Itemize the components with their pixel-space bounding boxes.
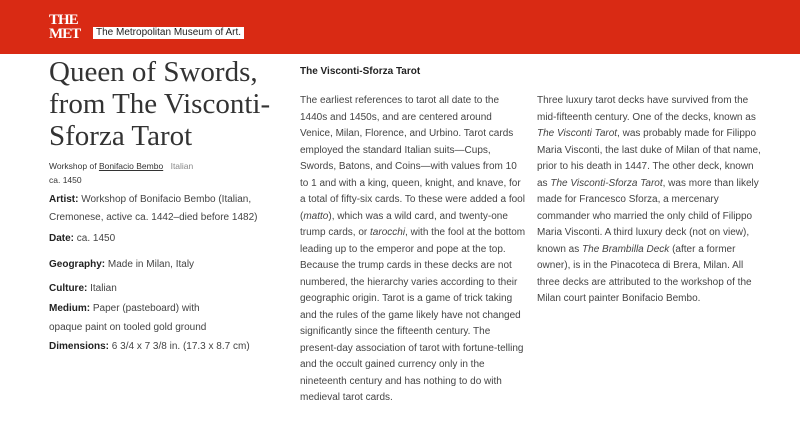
essay-text: , was probably made for Filippo Maria Visconti, the last duke of Milan of that name, prior to his death in 1447. The other deck, known as <box>537 128 761 189</box>
artist-value: Workshop of Bonifacio Bembo (Italian, <box>81 194 252 205</box>
artist-label: Artist: <box>49 194 79 205</box>
essay-italic: The Visconti-Sforza Tarot <box>550 177 663 189</box>
essay-italic: The Visconti Tarot <box>537 128 618 139</box>
artwork-attribution <box>49 160 193 172</box>
geography-value: Made in Milan, Italy <box>107 259 195 270</box>
essay-column-1 <box>300 93 526 407</box>
medium-value: Paper (pasteboard) with <box>92 303 200 314</box>
essay-column-2 <box>537 93 763 308</box>
culture-label: Culture: <box>49 283 88 294</box>
detail-date <box>49 230 289 248</box>
attribution-prefix: Workshop of <box>49 161 97 171</box>
essay-text: , was more than likely made for Francesco Sforza, a mercenary commander who married the only child of Filippo Maria Visconti. A third luxury deck (not on view), known as <box>537 177 759 255</box>
site-header <box>0 0 800 54</box>
logo-line-2: MET <box>49 26 81 42</box>
date-value: ca. 1450 <box>76 233 116 244</box>
detail-artist-cont: Cremonese, active ca. 1442–died before 1482) <box>49 212 258 223</box>
culture-value: Italian <box>90 283 117 294</box>
essay-italic: The Brambilla Deck <box>582 243 670 255</box>
dimensions-label: Dimensions: <box>49 341 110 352</box>
detail-dimensions <box>49 338 289 356</box>
essay-text: , with the fool at the bottom leading up to the emperor and pope at the top. Because the trump cards in these decks are not numbered, the hierarchy varies according to their geographic origin. Tarot is a game of trick taking and the rules of the game likely have not changed significantly since the fifteenth century. The present-day association of tarot with fortune-telling and the occult gained currency only in the nineteenth century and has nothing to do with medieval tarot cards. <box>300 227 526 403</box>
detail-geography <box>49 256 289 274</box>
dimensions-value: 6 3/4 x 7 3/8 in. (17.3 x 8.7 cm) <box>111 341 250 352</box>
geography-label: Geography: <box>49 259 106 270</box>
essay-text: The earliest references to tarot all date to the 1440s and 1450s, and are centered around Venice, Milan, Florence, and Urbino. Tarot cards employed the standard Italian suits—Cups, Swords, Batons, and Coins—with values from 10 to 1 and with a king, queen, knight, and knave, for a total of fifty-six cards. To these were added a fool ( <box>300 95 525 222</box>
essay-text: ), which was a wild card, and twenty-one trump cards, or <box>300 210 508 238</box>
essay-heading: The Visconti-Sforza Tarot <box>300 66 421 77</box>
logo-line-1: THE <box>49 12 78 28</box>
essay-text: (after a former owner), is in the Pinacoteca di Brera, Milan. All three decks are attributed to the workshop of the Milan court painter Bonifacio Bembo. <box>537 243 752 304</box>
detail-culture <box>49 280 289 298</box>
artist-nationality: Italian <box>170 161 194 171</box>
essay-italic: tarocchi <box>370 227 406 238</box>
detail-medium-cont: opaque paint on tooled gold ground <box>49 322 207 333</box>
medium-label: Medium: <box>49 303 91 314</box>
museum-name-label: The Metropolitan Museum of Art. <box>93 27 244 39</box>
date-label: Date: <box>49 233 75 244</box>
detail-artist <box>49 191 289 209</box>
met-logo[interactable] <box>49 12 81 42</box>
detail-medium <box>49 300 289 318</box>
artwork-date: ca. 1450 <box>49 175 82 185</box>
artwork-title: Queen of Swords, from The Visconti-Sforza Tarot <box>49 56 271 152</box>
essay-text: Three luxury tarot decks have survived from the mid-fifteenth century. One of the decks, known as <box>537 95 756 123</box>
artist-link[interactable]: Bonifacio Bembo <box>98 161 164 171</box>
essay-italic: matto <box>303 210 329 222</box>
